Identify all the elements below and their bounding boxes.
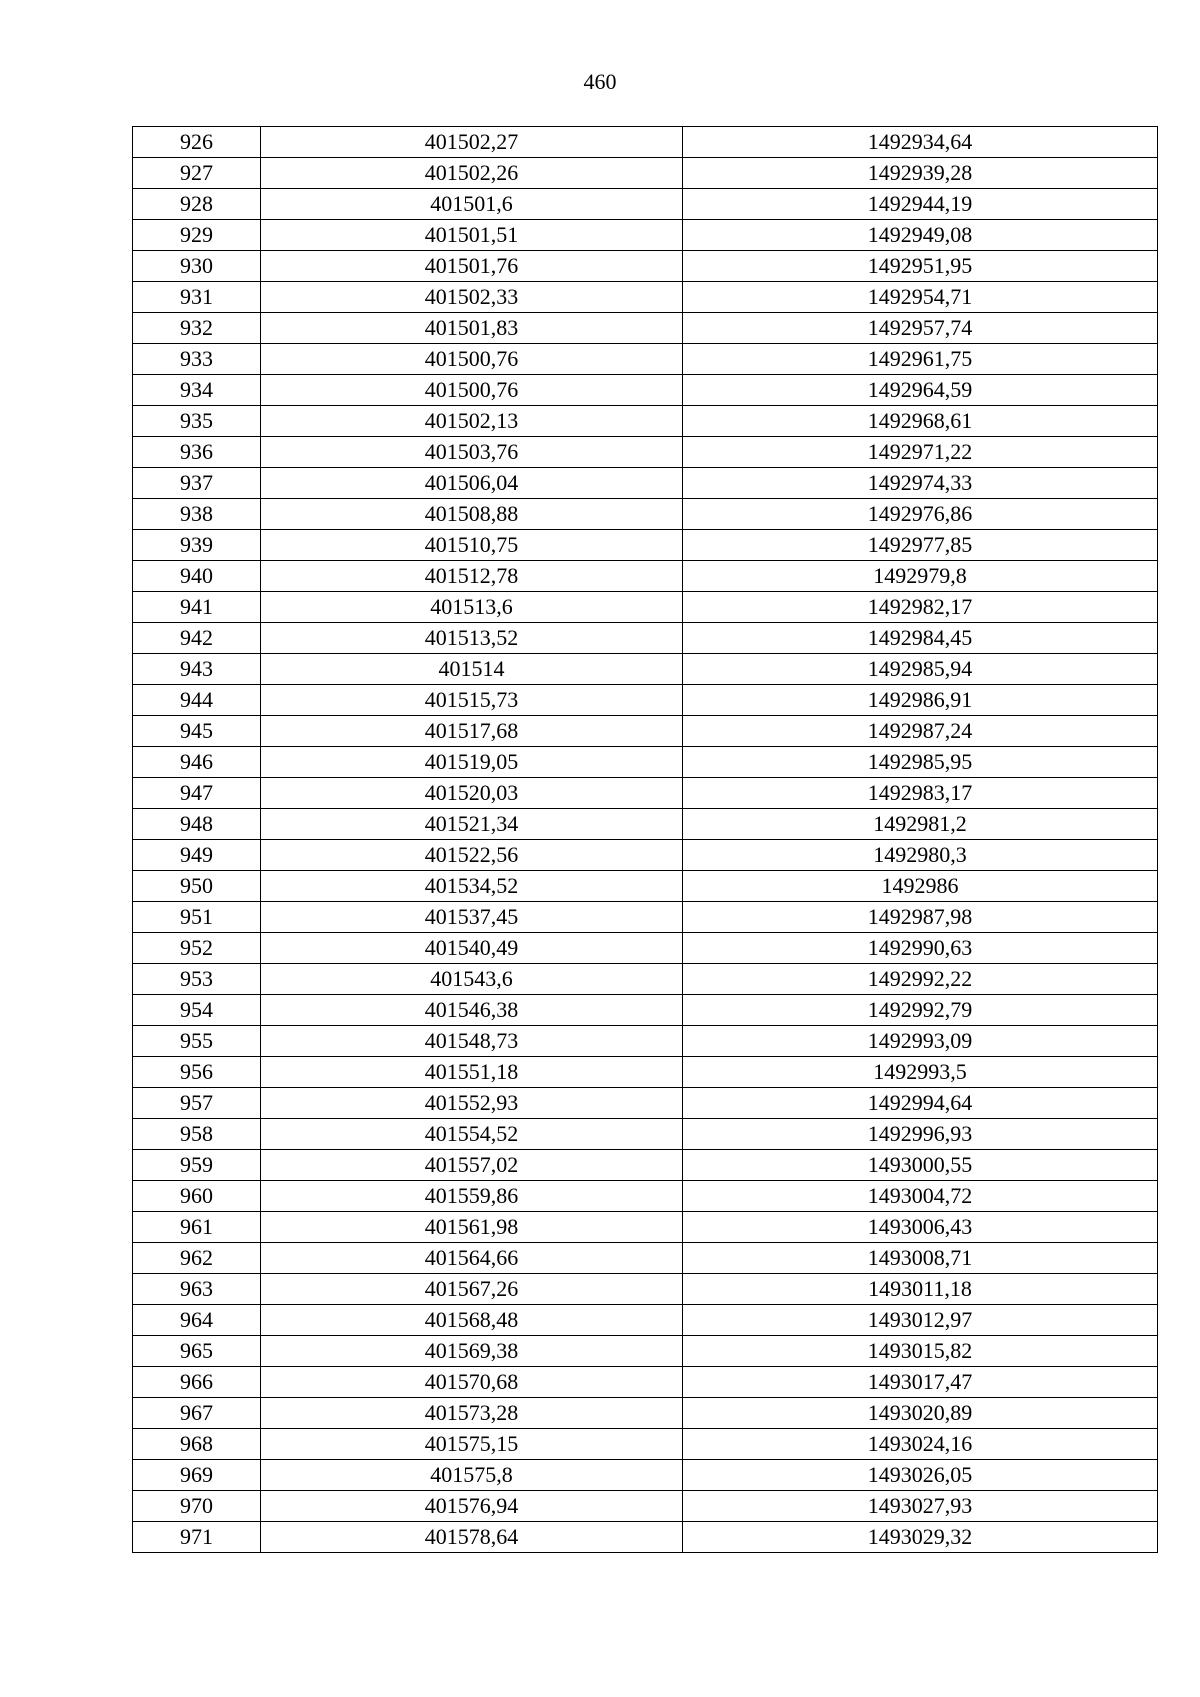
x-coordinate-cell: 401502,27: [261, 127, 683, 158]
x-coordinate-cell: 401534,52: [261, 871, 683, 902]
y-coordinate-cell: 1493008,71: [683, 1243, 1158, 1274]
table-row: [133, 1181, 1158, 1212]
point-number-cell: 929: [133, 220, 261, 251]
y-coordinate-cell: 1492961,75: [683, 344, 1158, 375]
point-number-cell: 936: [133, 437, 261, 468]
x-coordinate-cell: 401513,6: [261, 592, 683, 623]
x-coordinate-cell: 401506,04: [261, 468, 683, 499]
x-coordinate-cell: 401514: [261, 654, 683, 685]
point-number-cell: 949: [133, 840, 261, 871]
table-row: [133, 127, 1158, 158]
point-number-cell: 933: [133, 344, 261, 375]
point-number-cell: 948: [133, 809, 261, 840]
y-coordinate-cell: 1492949,08: [683, 220, 1158, 251]
x-coordinate-cell: 401570,68: [261, 1367, 683, 1398]
x-coordinate-cell: 401575,8: [261, 1460, 683, 1491]
x-coordinate-cell: 401517,68: [261, 716, 683, 747]
table-row: [133, 592, 1158, 623]
y-coordinate-cell: 1492987,98: [683, 902, 1158, 933]
table-row: [133, 1491, 1158, 1522]
point-number-cell: 932: [133, 313, 261, 344]
point-number-cell: 962: [133, 1243, 261, 1274]
table-row: [133, 406, 1158, 437]
y-coordinate-cell: 1493017,47: [683, 1367, 1158, 1398]
y-coordinate-cell: 1492985,94: [683, 654, 1158, 685]
table-row: [133, 1243, 1158, 1274]
point-number-cell: 931: [133, 282, 261, 313]
x-coordinate-cell: 401519,05: [261, 747, 683, 778]
page-number: 460: [583, 69, 617, 94]
point-number-cell: 967: [133, 1398, 261, 1429]
y-coordinate-cell: 1492987,24: [683, 716, 1158, 747]
x-coordinate-cell: 401567,26: [261, 1274, 683, 1305]
table-row: [133, 189, 1158, 220]
x-coordinate-cell: 401554,52: [261, 1119, 683, 1150]
y-coordinate-cell: 1493012,97: [683, 1305, 1158, 1336]
table-row: [133, 871, 1158, 902]
x-coordinate-cell: 401569,38: [261, 1336, 683, 1367]
x-coordinate-cell: 401521,34: [261, 809, 683, 840]
point-number-cell: 945: [133, 716, 261, 747]
point-number-cell: 964: [133, 1305, 261, 1336]
table-row: [133, 964, 1158, 995]
y-coordinate-cell: 1492986,91: [683, 685, 1158, 716]
point-number-cell: 950: [133, 871, 261, 902]
point-number-cell: 938: [133, 499, 261, 530]
y-coordinate-cell: 1492986: [683, 871, 1158, 902]
y-coordinate-cell: 1492992,79: [683, 995, 1158, 1026]
point-number-cell: 937: [133, 468, 261, 499]
y-coordinate-cell: 1492993,5: [683, 1057, 1158, 1088]
point-number-cell: 971: [133, 1522, 261, 1553]
y-coordinate-cell: 1492992,22: [683, 964, 1158, 995]
table-row: [133, 1150, 1158, 1181]
point-number-cell: 955: [133, 1026, 261, 1057]
x-coordinate-cell: 401501,51: [261, 220, 683, 251]
y-coordinate-cell: 1492971,22: [683, 437, 1158, 468]
point-number-cell: 960: [133, 1181, 261, 1212]
y-coordinate-cell: 1492996,93: [683, 1119, 1158, 1150]
x-coordinate-cell: 401564,66: [261, 1243, 683, 1274]
table-row: [133, 1522, 1158, 1553]
x-coordinate-cell: 401561,98: [261, 1212, 683, 1243]
table-row: [133, 344, 1158, 375]
point-number-cell: 963: [133, 1274, 261, 1305]
table-row: [133, 623, 1158, 654]
table-row: [133, 1212, 1158, 1243]
x-coordinate-cell: 401522,56: [261, 840, 683, 871]
table-row: [133, 685, 1158, 716]
point-number-cell: 966: [133, 1367, 261, 1398]
y-coordinate-cell: 1492984,45: [683, 623, 1158, 654]
y-coordinate-cell: 1492977,85: [683, 530, 1158, 561]
table-row: [133, 1088, 1158, 1119]
table-row: [133, 1398, 1158, 1429]
table-row: [133, 313, 1158, 344]
x-coordinate-cell: 401546,38: [261, 995, 683, 1026]
x-coordinate-cell: 401575,15: [261, 1429, 683, 1460]
x-coordinate-cell: 401543,6: [261, 964, 683, 995]
x-coordinate-cell: 401500,76: [261, 344, 683, 375]
table-row: [133, 251, 1158, 282]
table-row: [133, 1026, 1158, 1057]
table-row: [133, 530, 1158, 561]
table-row: [133, 654, 1158, 685]
table-row: [133, 933, 1158, 964]
x-coordinate-cell: 401510,75: [261, 530, 683, 561]
point-number-cell: 969: [133, 1460, 261, 1491]
point-number-cell: 940: [133, 561, 261, 592]
x-coordinate-cell: 401502,33: [261, 282, 683, 313]
y-coordinate-cell: 1493006,43: [683, 1212, 1158, 1243]
table-row: [133, 1274, 1158, 1305]
x-coordinate-cell: 401501,83: [261, 313, 683, 344]
y-coordinate-cell: 1492994,64: [683, 1088, 1158, 1119]
y-coordinate-cell: 1493026,05: [683, 1460, 1158, 1491]
table-row: [133, 1460, 1158, 1491]
x-coordinate-cell: 401568,48: [261, 1305, 683, 1336]
x-coordinate-cell: 401520,03: [261, 778, 683, 809]
y-coordinate-cell: 1493024,16: [683, 1429, 1158, 1460]
y-coordinate-cell: 1493011,18: [683, 1274, 1158, 1305]
table-row: [133, 1057, 1158, 1088]
y-coordinate-cell: 1492974,33: [683, 468, 1158, 499]
x-coordinate-cell: 401576,94: [261, 1491, 683, 1522]
point-number-cell: 965: [133, 1336, 261, 1367]
point-number-cell: 928: [133, 189, 261, 220]
y-coordinate-cell: 1492964,59: [683, 375, 1158, 406]
x-coordinate-cell: 401502,26: [261, 158, 683, 189]
y-coordinate-cell: 1492979,8: [683, 561, 1158, 592]
x-coordinate-cell: 401551,18: [261, 1057, 683, 1088]
point-number-cell: 944: [133, 685, 261, 716]
y-coordinate-cell: 1493015,82: [683, 1336, 1158, 1367]
point-number-cell: 951: [133, 902, 261, 933]
table-row: [133, 1429, 1158, 1460]
x-coordinate-cell: 401573,28: [261, 1398, 683, 1429]
x-coordinate-cell: 401502,13: [261, 406, 683, 437]
y-coordinate-cell: 1492951,95: [683, 251, 1158, 282]
y-coordinate-cell: 1492980,3: [683, 840, 1158, 871]
y-coordinate-cell: 1492934,64: [683, 127, 1158, 158]
y-coordinate-cell: 1492968,61: [683, 406, 1158, 437]
table-row: [133, 158, 1158, 189]
table-row: [133, 747, 1158, 778]
y-coordinate-cell: 1492990,63: [683, 933, 1158, 964]
point-number-cell: 956: [133, 1057, 261, 1088]
y-coordinate-cell: 1493004,72: [683, 1181, 1158, 1212]
x-coordinate-cell: 401552,93: [261, 1088, 683, 1119]
coordinates-table-body: [133, 127, 1158, 1553]
x-coordinate-cell: 401537,45: [261, 902, 683, 933]
point-number-cell: 968: [133, 1429, 261, 1460]
y-coordinate-cell: 1492985,95: [683, 747, 1158, 778]
table-row: [133, 1367, 1158, 1398]
point-number-cell: 970: [133, 1491, 261, 1522]
y-coordinate-cell: 1492944,19: [683, 189, 1158, 220]
y-coordinate-cell: 1493027,93: [683, 1491, 1158, 1522]
x-coordinate-cell: 401515,73: [261, 685, 683, 716]
y-coordinate-cell: 1492983,17: [683, 778, 1158, 809]
point-number-cell: 943: [133, 654, 261, 685]
x-coordinate-cell: 401548,73: [261, 1026, 683, 1057]
x-coordinate-cell: 401501,6: [261, 189, 683, 220]
x-coordinate-cell: 401513,52: [261, 623, 683, 654]
x-coordinate-cell: 401540,49: [261, 933, 683, 964]
point-number-cell: 947: [133, 778, 261, 809]
table-row: [133, 220, 1158, 251]
point-number-cell: 946: [133, 747, 261, 778]
point-number-cell: 934: [133, 375, 261, 406]
x-coordinate-cell: 401508,88: [261, 499, 683, 530]
point-number-cell: 942: [133, 623, 261, 654]
y-coordinate-cell: 1493029,32: [683, 1522, 1158, 1553]
y-coordinate-cell: 1492981,2: [683, 809, 1158, 840]
point-number-cell: 961: [133, 1212, 261, 1243]
table-row: [133, 437, 1158, 468]
table-row: [133, 1119, 1158, 1150]
table-row: [133, 375, 1158, 406]
table-row: [133, 778, 1158, 809]
table-row: [133, 809, 1158, 840]
table-row: [133, 1305, 1158, 1336]
point-number-cell: 958: [133, 1119, 261, 1150]
point-number-cell: 935: [133, 406, 261, 437]
y-coordinate-cell: 1493020,89: [683, 1398, 1158, 1429]
coordinates-table: [132, 126, 1158, 1553]
point-number-cell: 959: [133, 1150, 261, 1181]
point-number-cell: 952: [133, 933, 261, 964]
table-row: [133, 902, 1158, 933]
point-number-cell: 954: [133, 995, 261, 1026]
x-coordinate-cell: 401512,78: [261, 561, 683, 592]
point-number-cell: 941: [133, 592, 261, 623]
table-row: [133, 716, 1158, 747]
y-coordinate-cell: 1492982,17: [683, 592, 1158, 623]
y-coordinate-cell: 1492957,74: [683, 313, 1158, 344]
y-coordinate-cell: 1492954,71: [683, 282, 1158, 313]
point-number-cell: 939: [133, 530, 261, 561]
y-coordinate-cell: 1492976,86: [683, 499, 1158, 530]
table-row: [133, 1336, 1158, 1367]
table-row: [133, 468, 1158, 499]
point-number-cell: 957: [133, 1088, 261, 1119]
x-coordinate-cell: 401557,02: [261, 1150, 683, 1181]
x-coordinate-cell: 401559,86: [261, 1181, 683, 1212]
y-coordinate-cell: 1493000,55: [683, 1150, 1158, 1181]
table-row: [133, 282, 1158, 313]
table-row: [133, 840, 1158, 871]
x-coordinate-cell: 401500,76: [261, 375, 683, 406]
point-number-cell: 927: [133, 158, 261, 189]
table-row: [133, 499, 1158, 530]
point-number-cell: 926: [133, 127, 261, 158]
table-row: [133, 561, 1158, 592]
x-coordinate-cell: 401578,64: [261, 1522, 683, 1553]
point-number-cell: 953: [133, 964, 261, 995]
table-row: [133, 995, 1158, 1026]
x-coordinate-cell: 401503,76: [261, 437, 683, 468]
y-coordinate-cell: 1492939,28: [683, 158, 1158, 189]
x-coordinate-cell: 401501,76: [261, 251, 683, 282]
y-coordinate-cell: 1492993,09: [683, 1026, 1158, 1057]
point-number-cell: 930: [133, 251, 261, 282]
